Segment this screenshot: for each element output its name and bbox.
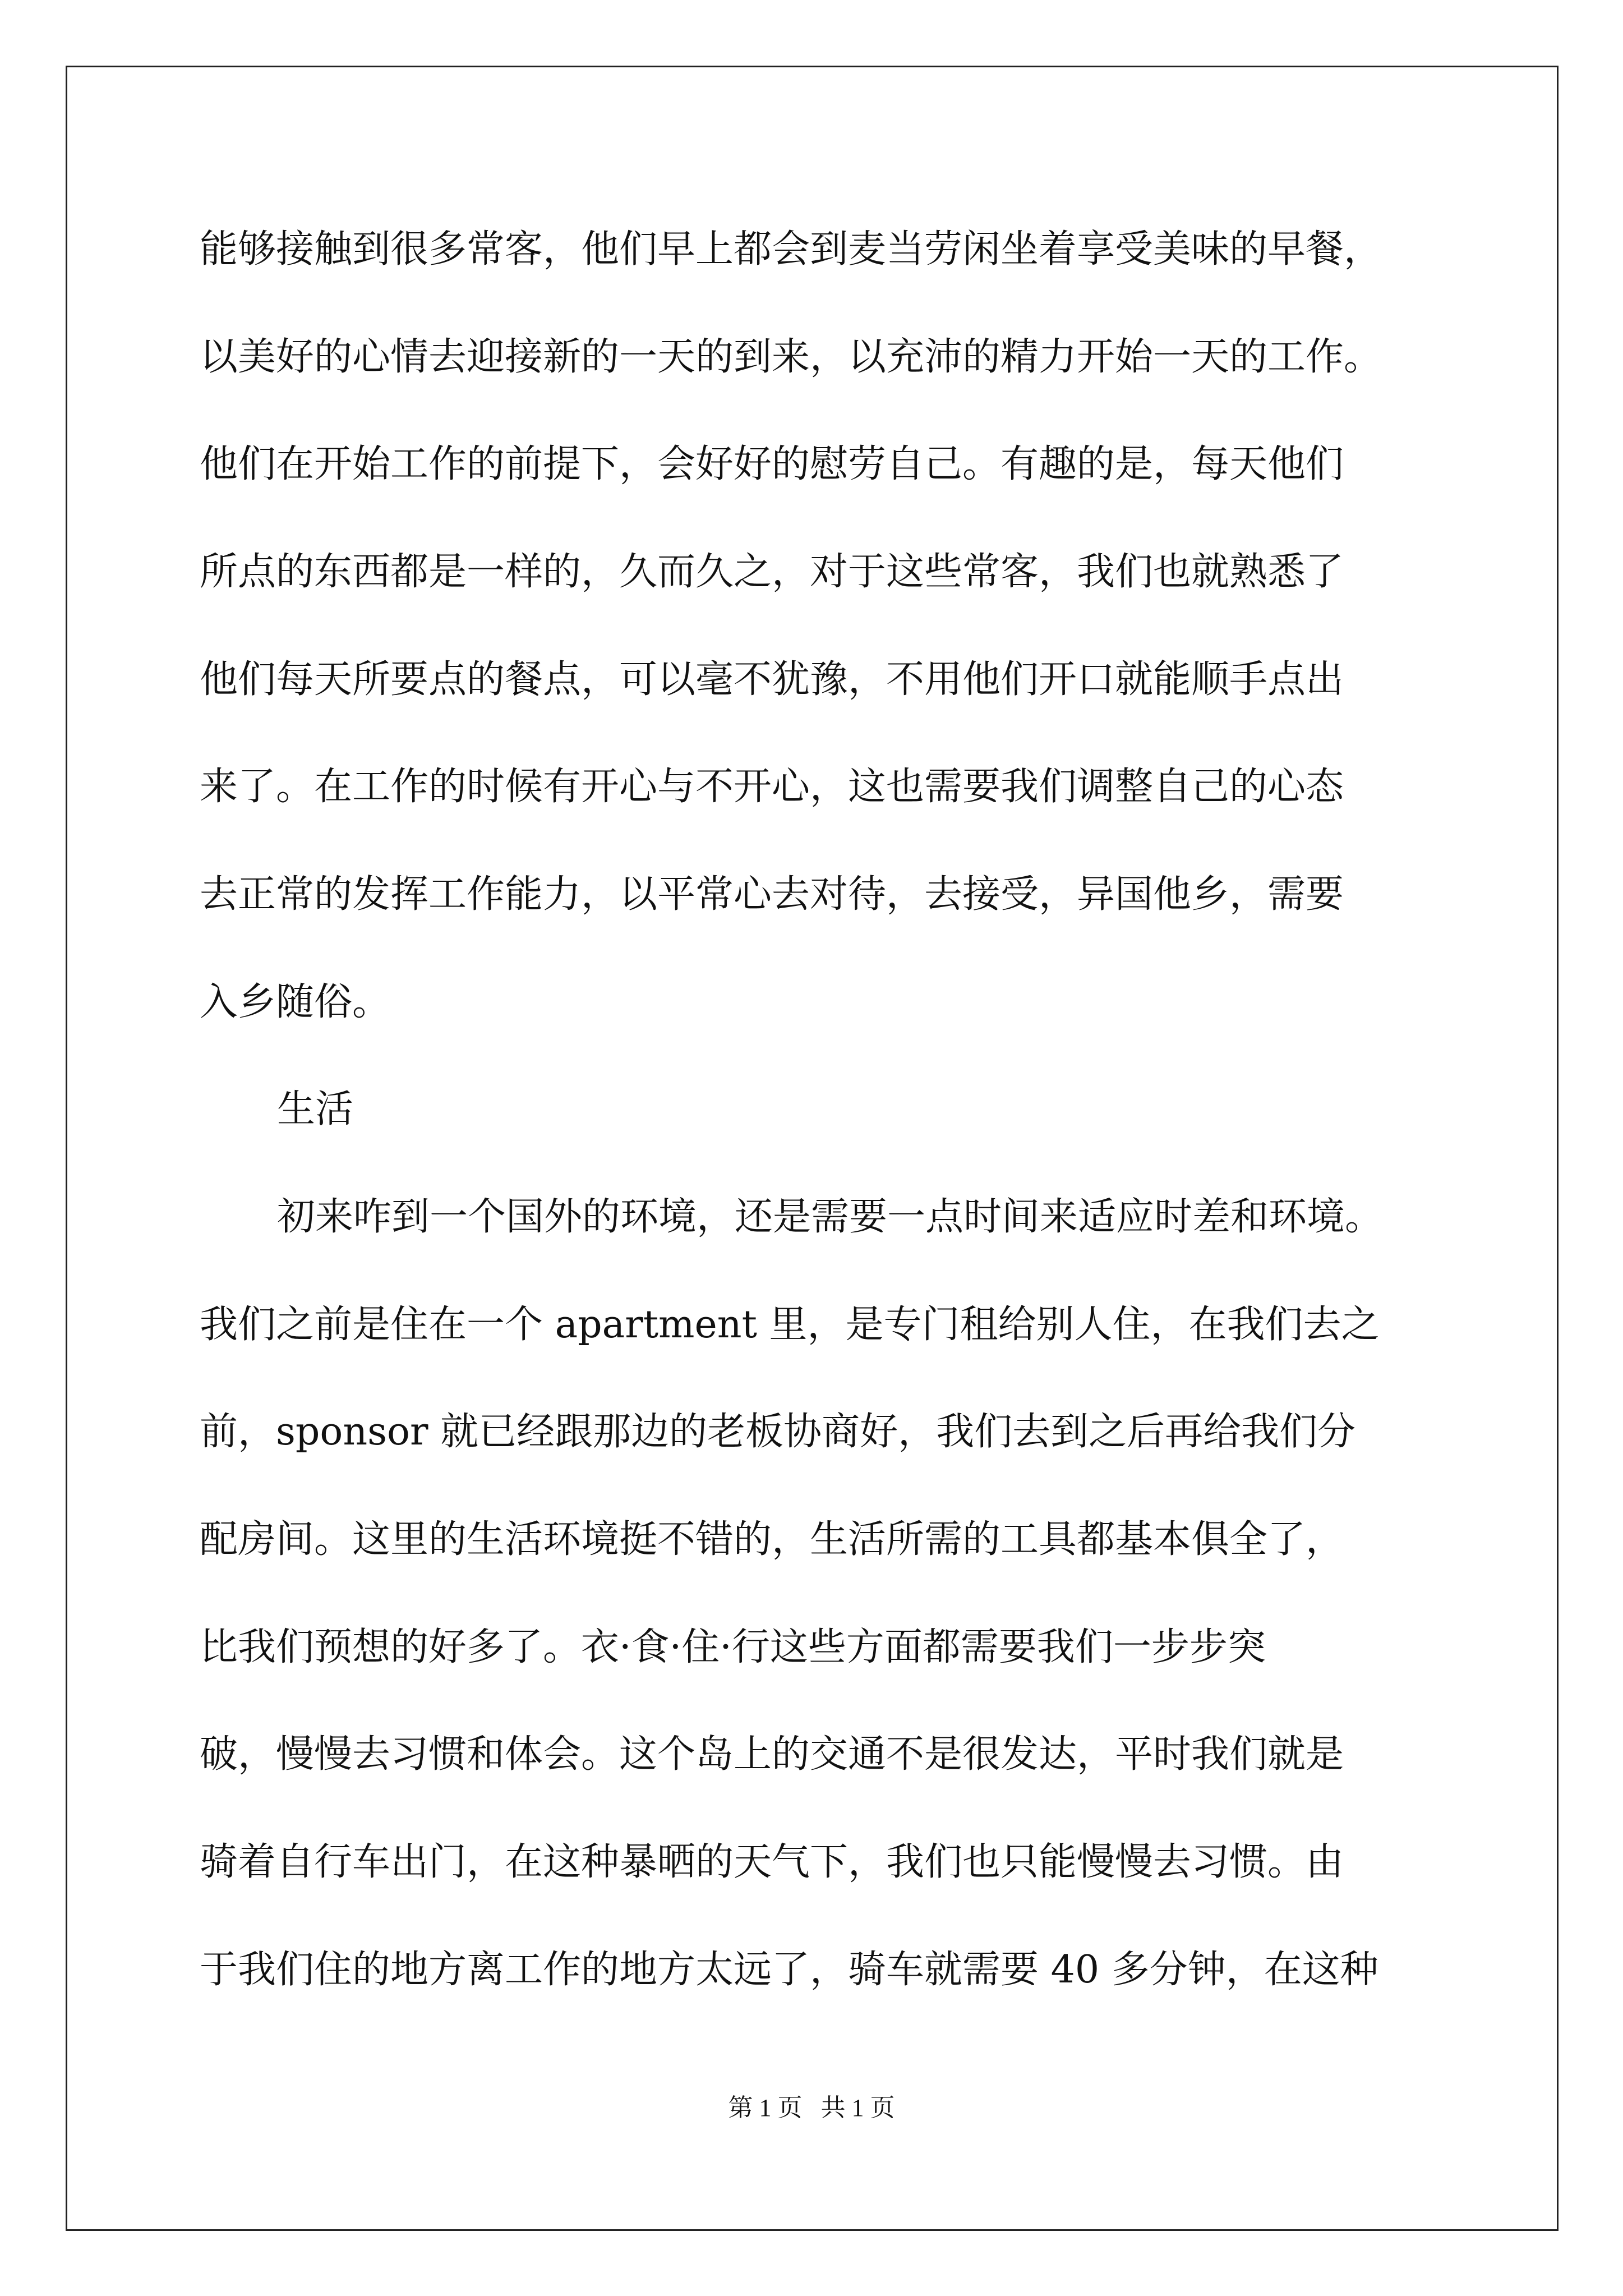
body-text-line: 骑着自行车出门，在这种暴晒的天气下，我们也只能慢慢去习惯。由	[200, 1840, 1344, 1884]
page-border	[66, 66, 1559, 2231]
body-text-line: 前，sponsor 就已经跟那边的老板协商好，我们去到之后再给我们分	[200, 1410, 1356, 1454]
body-text-line: 破，慢慢去习惯和体会。这个岛上的交通不是很发达，平时我们就是	[200, 1732, 1344, 1777]
body-text-line: 入乡随俗。	[200, 980, 391, 1024]
body-text-line: 能够接触到很多常客，他们早上都会到麦当劳闲坐着享受美味的早餐，	[200, 227, 1382, 272]
body-text-line: 来了。在工作的时候有开心与不开心，这也需要我们调整自己的心态	[200, 765, 1344, 809]
body-text-line: 以美好的心情去迎接新的一天的到来，以充沛的精力开始一天的工作。	[200, 335, 1382, 379]
section-heading: 生活	[277, 1087, 354, 1131]
body-text-line: 他们在开始工作的前提下，会好好的慰劳自己。有趣的是，每天他们	[200, 442, 1344, 486]
body-text-line: 初来咋到一个国外的环境，还是需要一点时间来适应时差和环境。	[277, 1195, 1384, 1239]
body-text-line: 去正常的发挥工作能力，以平常心去对待，去接受，异国他乡，需要	[200, 872, 1344, 917]
page-number-footer: 第 1 页 共 1 页	[728, 2094, 895, 2122]
body-text-line: 配房间。这里的生活环境挺不错的，生活所需的工具都基本俱全了，	[200, 1517, 1344, 1562]
body-text-line: 我们之前是住在一个 apartment 里，是专门租给别人住，在我们去之	[200, 1303, 1380, 1347]
body-text-line: 比我们预想的好多了。衣·食·住·行这些方面都需要我们一步步突	[200, 1625, 1266, 1669]
body-text-line: 所点的东西都是一样的，久而久之，对于这些常客，我们也就熟悉了	[200, 550, 1344, 594]
body-text-line: 他们每天所要点的餐点，可以毫不犹豫，不用他们开口就能顺手点出	[200, 657, 1344, 702]
body-text-line: 于我们住的地方离工作的地方太远了，骑车就需要 40 多分钟，在这种	[200, 1948, 1378, 1992]
